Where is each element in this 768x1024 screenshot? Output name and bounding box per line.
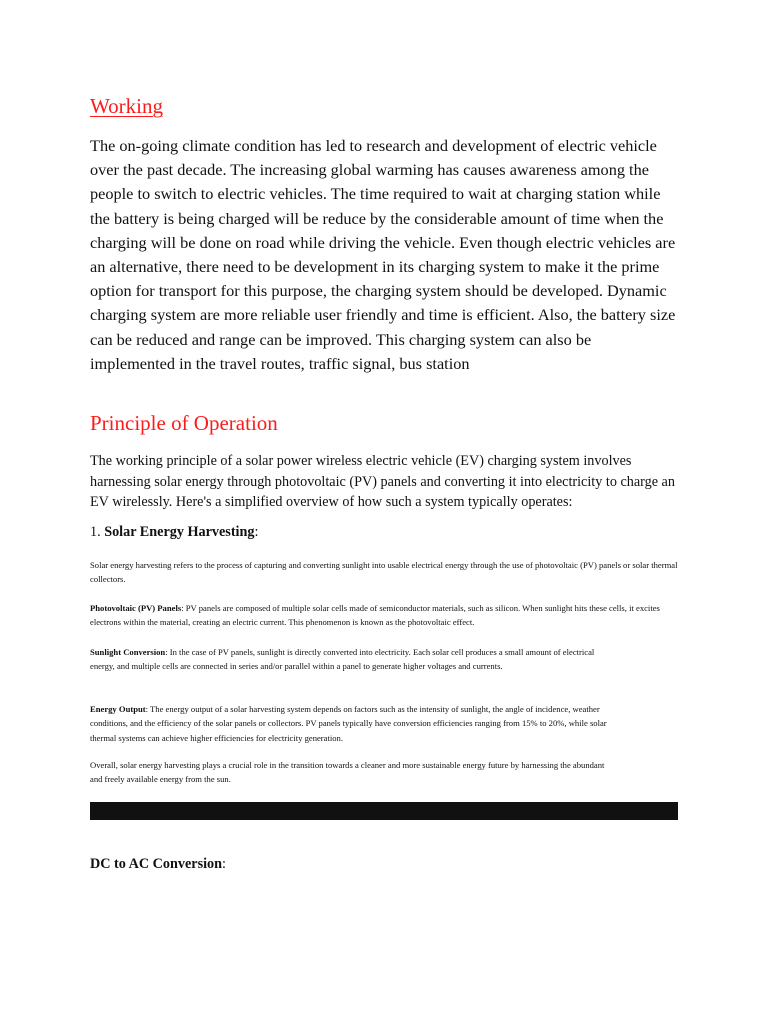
overall-paragraph: Overall, solar energy harvesting plays a crucial role in the transition towards a cleaner and more sustainable energy future by harnessing the abundant and freely available energy from the sun. [90,760,605,785]
solar-definition: Solar energy harvesting refers to the process of capturing and converting sunlight into usable electrical energy through the use of photovoltaic (PV) panels or solar thermal collectors. [90,560,678,585]
energy-output-text: : The energy output of a solar harvesting system depends on factors such as the intensity of sunlight, the angle of incidence, weather conditions, and the efficiency of the solar panels or collectors. PV panels typically have conversion efficiencies ranging from 15% to 20%, while solar thermal systems can achieve higher efficiencies for electricity generation. [90,704,607,743]
pv-panels-paragraph [90,601,680,630]
pv-panels-text: : PV panels are composed of multiple solar cells made of semiconductor materials, such as silicon. When sunlight hits these cells, it excites electrons within the material, creating an electric current. This phenomenon is known as the photovoltaic effect. [90,603,660,628]
dc-ac-heading [90,854,226,874]
energy-output-label: Energy Output [90,704,146,714]
dc-ac-suffix: : [222,856,226,872]
energy-output-paragraph [90,702,620,745]
pv-panels-label: Photovoltaic (PV) Panels [90,603,182,613]
principle-intro: The working principle of a solar power wireless electric vehicle (EV) charging system involves harnessing solar energy through photovoltaic (PV) panels and converting it into electricity to charge an EV wirelessly. Here's a simplified overview of how such a system typically operates: [90,453,675,510]
sunlight-conversion-paragraph [90,645,610,674]
sunlight-conversion-label: Sunlight Conversion [90,647,166,657]
working-paragraph: The on-going climate condition has led to research and development of electric vehicle over the past decade. The increasing global warming has causes awareness among the people to switch to electric vehicles. The time required to wait at charging station while the battery is being charged will be reduce by the considerable amount of time when the charging will be done on road while driving the vehicle. Even though electric vehicles are an alternative, there need to be development in its charging system to make it the prime option for transport for this purpose, the charging system should be developed. Dynamic charging system are more reliable user friendly and time is efficient. Also, the battery size can be reduced and range can be improved. This charging system can also be implemented in the travel routes, traffic signal, bus station [90,136,676,373]
list-number: 1. [90,524,101,540]
list-item-title: Solar Energy Harvesting [104,524,255,540]
sunlight-conversion-text: : In the case of PV panels, sunlight is directly converted into electricity. Each solar cell produces a small amount of electrical energy, and multiple cells are connected in series and/or parallel within a panel to generate higher voltages and currents. [90,647,595,672]
list-item-suffix: : [254,524,259,540]
list-item-solar-harvesting [90,522,258,542]
section-divider-bar [90,802,678,820]
principle-heading: Principle of Operation [90,411,278,435]
dc-ac-title: DC to AC Conversion [90,856,223,872]
working-heading: Working [90,94,163,118]
